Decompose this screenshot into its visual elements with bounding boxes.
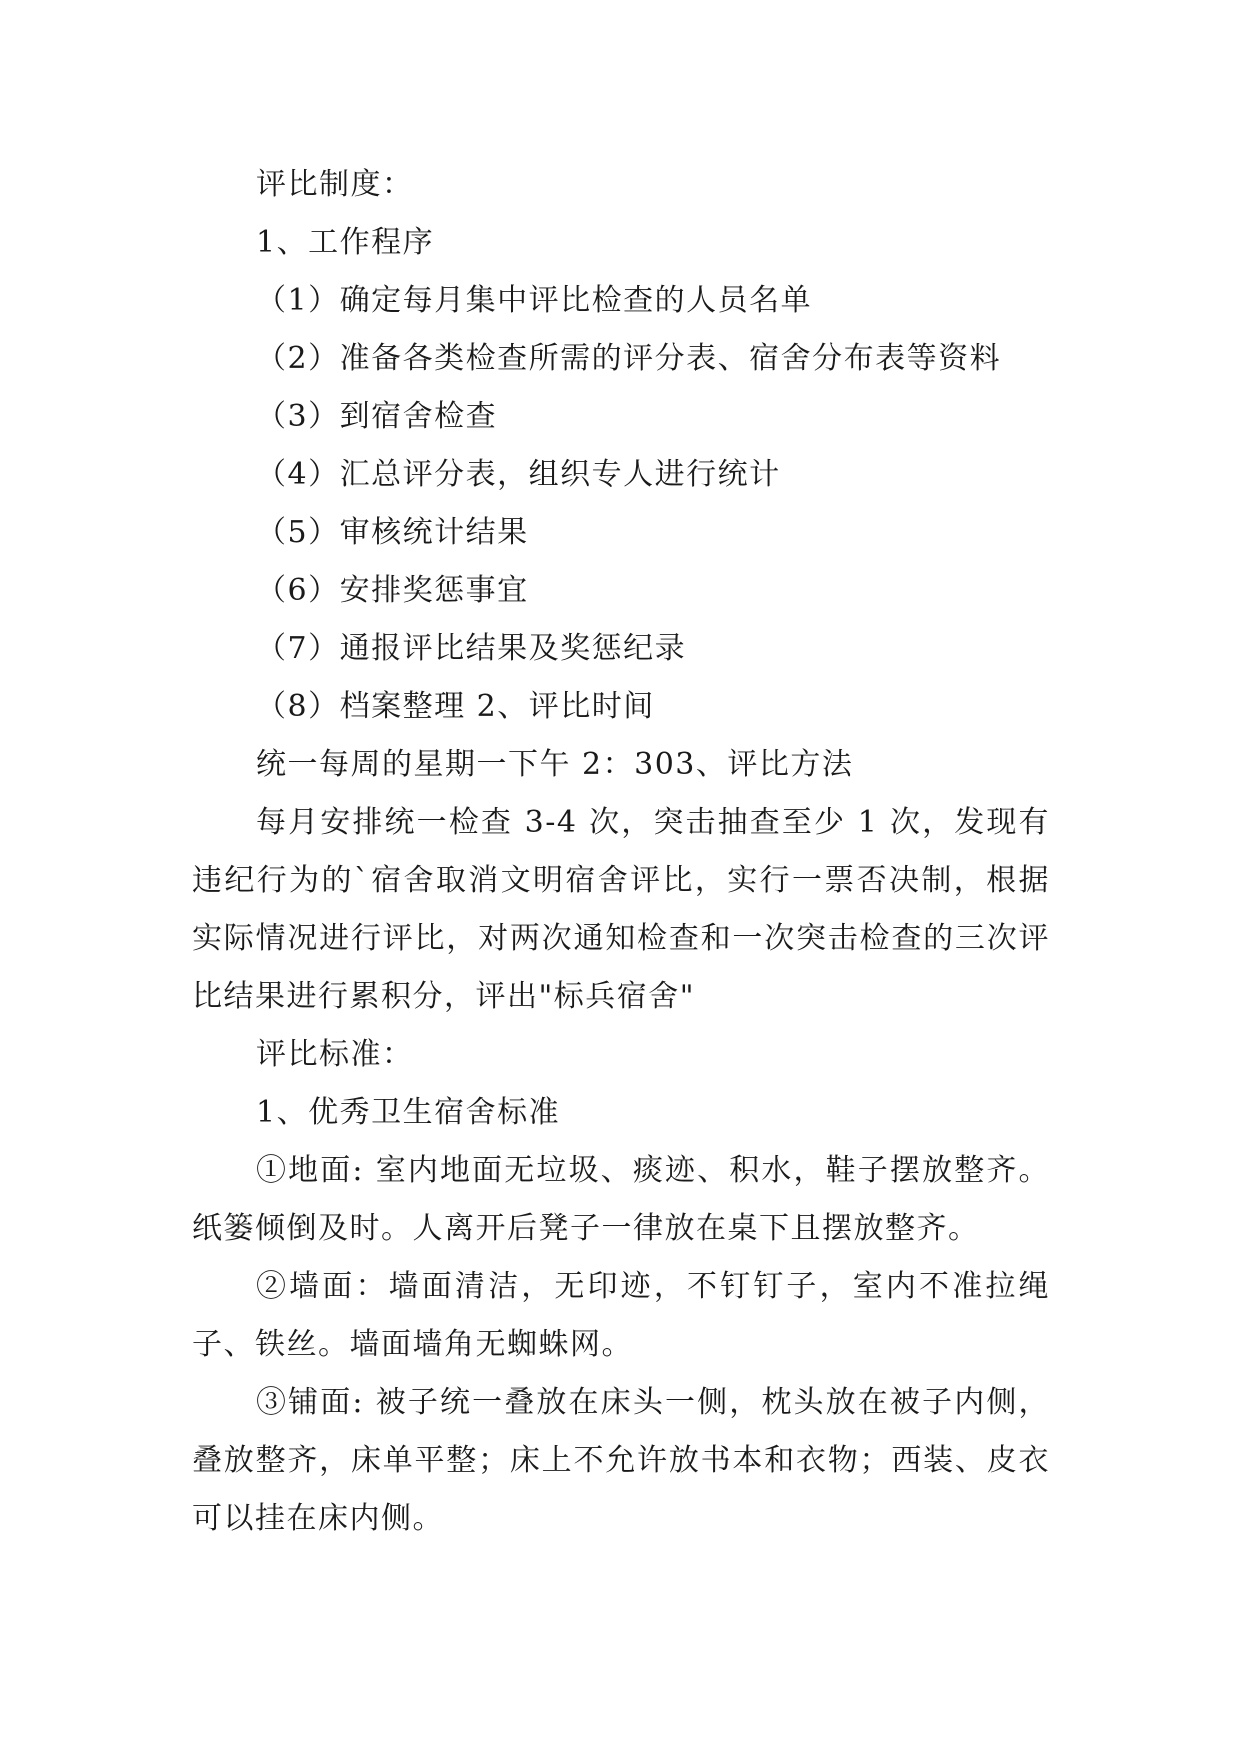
procedure-item-5: （5）审核统计结果	[256, 515, 529, 550]
subsection-heading-excellent: 1、优秀卫生宿舍标准	[256, 1095, 561, 1130]
method-paragraph: 每月安排统一检查 3-4 次，突击抽查至少 1 次，发现有违纪行为的`宿舍取消文明宿舍评比，实行一票否决制，根据实际情况进行评比，对两次通知检查和一次突击检查的三次评比结果进行累积分，评出"标兵宿舍"	[192, 805, 1050, 1014]
schedule-paragraph: 统一每周的星期一下午 2：303、评比方法	[256, 747, 854, 782]
subsection-heading-procedure: 1、工作程序	[256, 225, 435, 260]
procedure-item-6: （6）安排奖惩事宜	[256, 573, 529, 608]
section-heading-standards: 评比标准：	[256, 1037, 414, 1072]
procedure-item-4: （4）汇总评分表，组织专人进行统计	[256, 457, 781, 492]
document-body	[192, 156, 1050, 1548]
procedure-item-3: （3）到宿舍检查	[256, 399, 498, 434]
standard-wall-paragraph: ②墙面：墙面清洁，无印迹，不钉钉子，室内不准拉绳子、铁丝。墙面墙角无蜘蛛网。	[192, 1269, 1050, 1362]
procedure-item-7: （7）通报评比结果及奖惩纪录	[256, 631, 687, 666]
standard-floor-paragraph: ①地面: 室内地面无垃圾、痰迹、积水，鞋子摆放整齐。纸篓倾倒及时。人离开后凳子一律放在桌下且摆放整齐。	[192, 1153, 1050, 1246]
procedure-item-2: （2）准备各类检查所需的评分表、宿舍分布表等资料	[256, 341, 1002, 376]
procedure-item-1: （1）确定每月集中评比检查的人员名单	[256, 283, 813, 318]
standard-bed-paragraph: ③铺面: 被子统一叠放在床头一侧，枕头放在被子内侧，叠放整齐，床单平整；床上不允许放书本和衣物；西装、皮衣可以挂在床内侧。	[192, 1385, 1050, 1536]
procedure-item-8: （8）档案整理 2、评比时间	[256, 689, 655, 724]
section-heading-rules: 评比制度：	[256, 167, 414, 202]
